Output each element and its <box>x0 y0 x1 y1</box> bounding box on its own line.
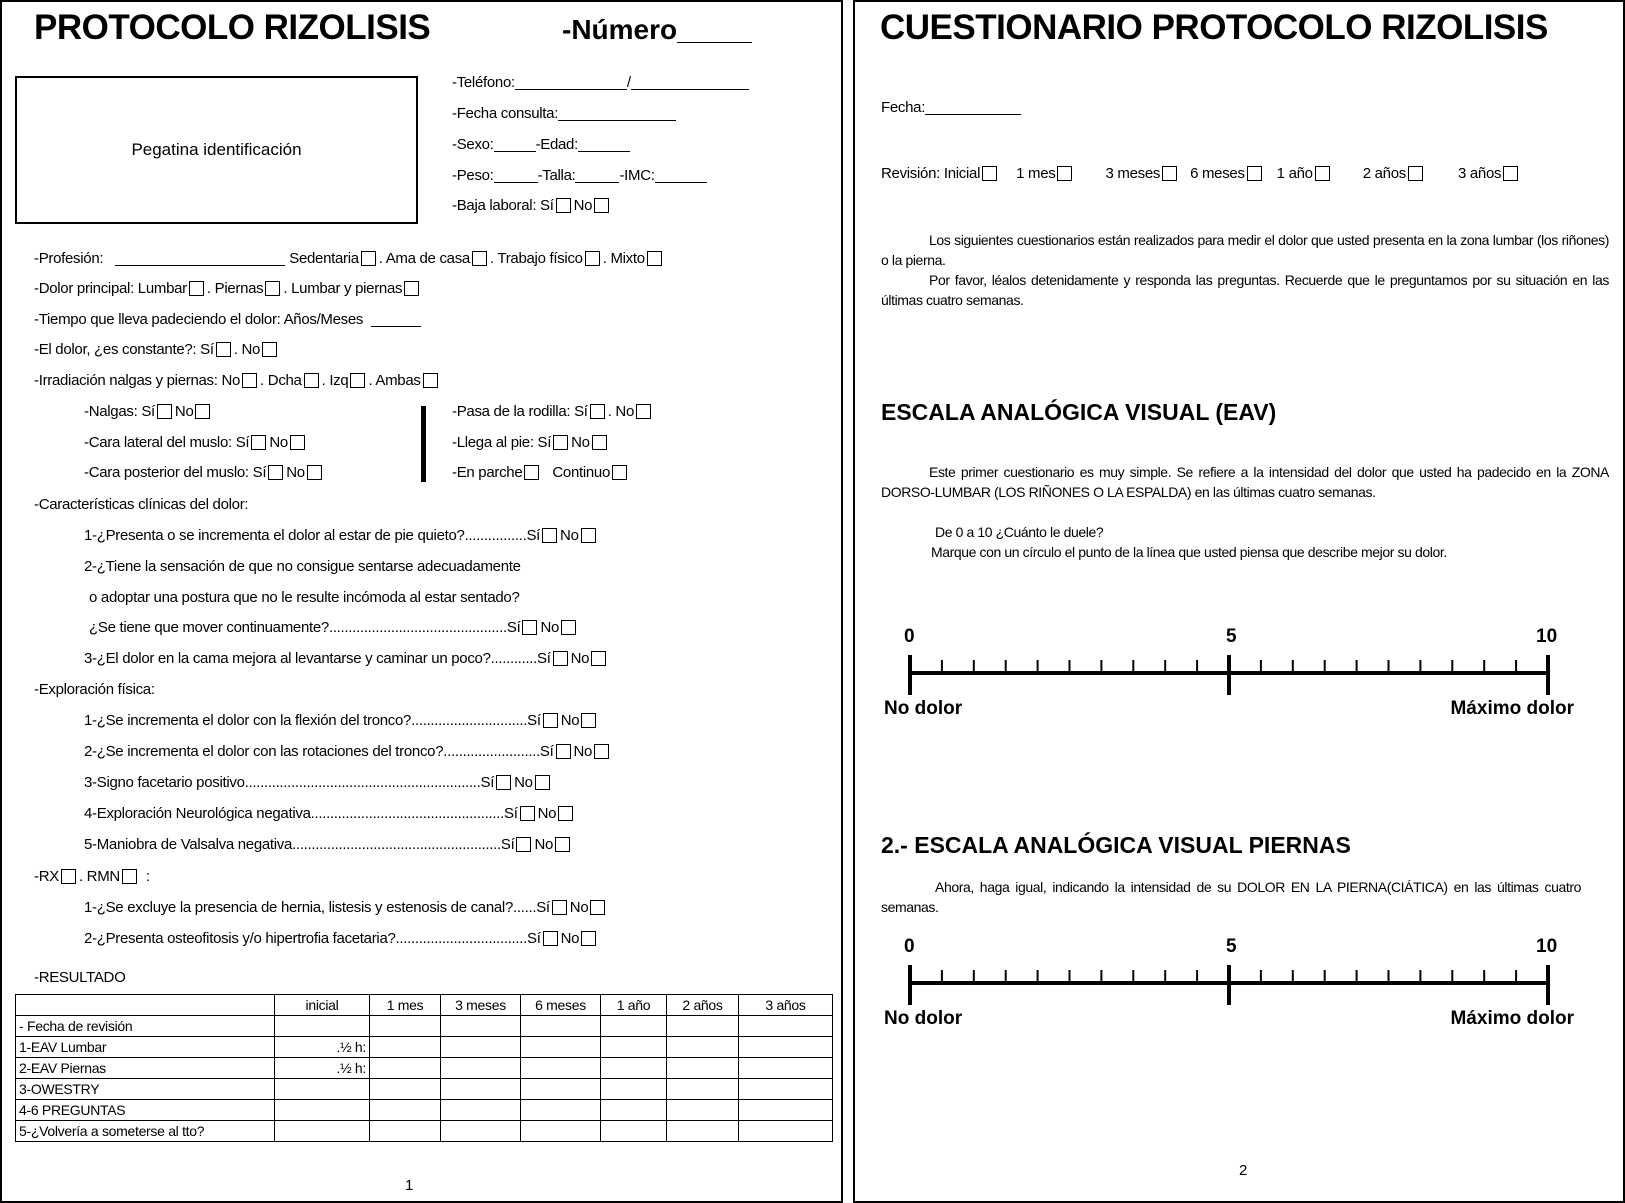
car-q2-row <box>89 619 579 636</box>
table-cell[interactable]: .½ h: <box>275 1037 370 1058</box>
piernas-label: . Piernas <box>206 280 264 297</box>
revision-3meses-label: 3 meses <box>1105 165 1161 182</box>
no-label: No <box>573 743 593 760</box>
scale-mid-label: 5 <box>1226 626 1237 647</box>
nalgas-no-checkbox[interactable] <box>195 404 210 419</box>
si-label: Sí <box>506 619 521 636</box>
talla-input[interactable] <box>575 169 619 183</box>
dolor-principal-row <box>34 280 422 297</box>
ama-label: . Ama de casa <box>378 250 470 267</box>
posterior-no-checkbox[interactable] <box>307 465 322 480</box>
dolor-principal-label: -Dolor principal: Lumbar <box>34 280 187 297</box>
table-cell[interactable] <box>667 1079 739 1100</box>
table-header-cell: 2 años <box>667 995 739 1016</box>
table-cell[interactable] <box>275 1016 370 1037</box>
scale-max-label: 10 <box>1536 936 1558 957</box>
table-header-cell: 3 años <box>739 995 833 1016</box>
table-cell[interactable] <box>667 1037 739 1058</box>
eav-question: De 0 a 10 ¿Cuánto le duele? <box>935 524 1104 540</box>
irradiacion-label: -Irradiación nalgas y piernas: No <box>34 372 241 389</box>
telefono-label: -Teléfono: <box>452 74 515 91</box>
rx-q1-row <box>84 899 608 916</box>
exp-q3-si-checkbox[interactable] <box>496 775 511 790</box>
rx-q2-text: 2-¿Presenta osteofitosis y/o hipertrofia facetaria?.................................. <box>84 930 528 947</box>
fecha-input[interactable] <box>925 101 1021 115</box>
table-cell[interactable] <box>370 1037 441 1058</box>
si-label: Sí <box>536 899 550 916</box>
table-cell[interactable] <box>521 1079 601 1100</box>
table-header-cell: 1 año <box>601 995 667 1016</box>
izq-label: . Izq <box>321 372 349 389</box>
table-cell[interactable] <box>667 1016 739 1037</box>
exp-q3-no-checkbox[interactable] <box>535 775 550 790</box>
table-cell[interactable] <box>370 1100 441 1121</box>
table-cell[interactable] <box>370 1058 441 1079</box>
scale-min-label: 0 <box>904 936 915 957</box>
table-cell[interactable] <box>739 1058 833 1079</box>
numero-input[interactable] <box>677 17 752 43</box>
fecha-label: Fecha: <box>881 99 926 116</box>
parche-label: -En parche <box>452 464 523 481</box>
car-q3-no-checkbox[interactable] <box>591 651 606 666</box>
table-header-row <box>16 995 833 1016</box>
numero-field <box>562 14 752 46</box>
izq-checkbox[interactable] <box>350 373 365 388</box>
lateral-muslo-label: -Cara lateral del muslo: Sí <box>84 434 250 451</box>
rodilla-row <box>452 403 654 420</box>
rx-q2-row <box>84 930 599 947</box>
imc-label: -IMC: <box>619 167 655 184</box>
revision-3anos-checkbox[interactable] <box>1503 166 1518 181</box>
posterior-no-label: No <box>286 464 305 481</box>
exp-q3-row <box>84 774 553 791</box>
table-row-label: 5-¿Volvería a someterse al tto? <box>16 1121 275 1142</box>
ambas-checkbox[interactable] <box>423 373 438 388</box>
si-label: Sí <box>480 774 495 791</box>
exp-q3-text: 3-Signo facetario positivo............................................................. <box>84 774 481 791</box>
car-q2-no-checkbox[interactable] <box>561 620 576 635</box>
caracteristicas-heading: -Características clínicas del dolor: <box>34 496 249 513</box>
parche-checkbox[interactable] <box>524 465 539 480</box>
car-q2-line1: 2-¿Tiene la sensación de que no consigue sentarse adecuadamente <box>84 558 521 575</box>
table-cell[interactable] <box>370 1121 441 1142</box>
table-header-cell <box>16 995 275 1016</box>
table-row <box>16 1100 833 1121</box>
table-cell[interactable] <box>521 1058 601 1079</box>
rodilla-label: -Pasa de la rodilla: Sí <box>452 403 588 420</box>
eav-title: ESCALA ANALÓGICA VISUAL (EAV) <box>881 399 1277 425</box>
lateral-no-label: No <box>269 434 288 451</box>
continuo-checkbox[interactable] <box>612 465 627 480</box>
edad-label: -Edad: <box>535 136 578 153</box>
revision-label: Revisión: Inicial <box>881 165 981 182</box>
eav2-paragraph: Ahora, haga igual, indicando la intensidad de su DOLOR EN LA PIERNA(CIÁTICA) en las últimas cuatro semanas. <box>881 879 1581 915</box>
revision-2anos-label: 2 años <box>1362 165 1406 182</box>
no-label: No <box>534 836 554 853</box>
scale-min-label: 0 <box>904 626 915 647</box>
nalgas-si-checkbox[interactable] <box>157 404 172 419</box>
revision-3meses-checkbox[interactable] <box>1162 166 1177 181</box>
fecha-consulta-label: -Fecha consulta: <box>452 105 559 122</box>
table-header-cell: 3 meses <box>441 995 521 1016</box>
car-q2-line2: o adoptar una postura que no le resulte incómoda al estar sentado? <box>89 589 520 606</box>
table-row <box>16 1121 833 1142</box>
rmn-checkbox[interactable] <box>122 869 137 884</box>
table-cell[interactable] <box>739 1016 833 1037</box>
exp-q2-si-checkbox[interactable] <box>556 744 571 759</box>
table-cell[interactable] <box>739 1037 833 1058</box>
rx-colon: : <box>145 868 150 885</box>
table-cell[interactable] <box>521 1037 601 1058</box>
constante-row <box>34 341 280 358</box>
table-cell[interactable] <box>370 1016 441 1037</box>
table-row <box>16 1016 833 1037</box>
no-label: No <box>569 899 589 916</box>
table-cell[interactable] <box>601 1016 667 1037</box>
dcha-label: . Dcha <box>260 372 302 389</box>
eav-instruction: Marque con un círculo el punto de la línea que usted piensa que describe mejor su dolor. <box>931 544 1447 560</box>
sticker-label: Pegatina identificación <box>131 140 302 159</box>
ama-checkbox[interactable] <box>472 251 487 266</box>
exp-q1-row <box>84 712 599 729</box>
table-cell[interactable] <box>441 1079 521 1100</box>
table-cell[interactable] <box>601 1037 667 1058</box>
table-cell[interactable] <box>739 1100 833 1121</box>
baja-no-checkbox[interactable] <box>594 198 609 213</box>
form-page-2 <box>853 0 1625 1203</box>
mixto-label: . Mixto <box>602 250 645 267</box>
table-row-label: 4-6 PREGUNTAS <box>16 1100 275 1121</box>
edad-input[interactable] <box>578 138 630 152</box>
table-cell[interactable] <box>601 1058 667 1079</box>
pie-si-checkbox[interactable] <box>553 435 568 450</box>
lumbar-piernas-label: . Lumbar y piernas <box>283 280 403 297</box>
telefono-slash: / <box>626 74 631 91</box>
rx-q1-text: 1-¿Se excluye la presencia de hernia, listesis y estenosis de canal?...... <box>84 899 537 916</box>
table-cell[interactable] <box>275 1121 370 1142</box>
piernas-checkbox[interactable] <box>265 281 280 296</box>
car-q3-text: 3-¿El dolor en la cama mejora al levantarse y caminar un poco?............ <box>84 650 538 667</box>
nalgas-row <box>84 403 213 420</box>
constante-si-checkbox[interactable] <box>216 342 231 357</box>
sedentaria-label: Sedentaria <box>289 250 359 267</box>
constante-no-checkbox[interactable] <box>262 342 277 357</box>
si-label: Sí <box>500 836 515 853</box>
exp-q2-row <box>84 743 612 760</box>
column-divider <box>421 406 426 482</box>
fecha-consulta-field <box>452 105 676 122</box>
car-q1-text: 1-¿Presenta o se incrementa el dolor al estar de pie quieto?................ <box>84 527 527 544</box>
revision-1mes-label: 1 mes <box>1016 165 1056 182</box>
lateral-si-checkbox[interactable] <box>251 435 266 450</box>
table-cell[interactable] <box>601 1100 667 1121</box>
resultado-heading: -RESULTADO <box>34 969 126 986</box>
ambas-label: . Ambas <box>368 372 421 389</box>
eav2-title: 2.- ESCALA ANALÓGICA VISUAL PIERNAS <box>881 832 1351 858</box>
intro-paragraph-1: Los siguientes cuestionarios están realizados para medir el dolor que usted presenta en la zona lumbar (los riñones) o la pierna. <box>881 232 1609 268</box>
exp-q5-text: 5-Maniobra de Valsalva negativa...................................................... <box>84 836 501 853</box>
table-cell[interactable] <box>441 1016 521 1037</box>
pie-row <box>452 434 610 451</box>
exp-q1-si-checkbox[interactable] <box>543 713 558 728</box>
table-cell[interactable] <box>521 1121 601 1142</box>
revision-2anos-checkbox[interactable] <box>1408 166 1423 181</box>
scale-mid-label: 5 <box>1226 936 1237 957</box>
table-cell[interactable] <box>275 1100 370 1121</box>
scale-left-label: No dolor <box>884 698 963 719</box>
trabajo-checkbox[interactable] <box>585 251 600 266</box>
revision-6meses-label: 6 meses <box>1190 165 1245 182</box>
rx-q2-si-checkbox[interactable] <box>543 931 558 946</box>
table-cell[interactable] <box>667 1121 739 1142</box>
result-table <box>15 994 833 1142</box>
no-label: No <box>560 712 580 729</box>
no-label: No <box>514 774 533 791</box>
no-label: No <box>540 619 560 636</box>
car-q3-si-checkbox[interactable] <box>553 651 568 666</box>
parche-row <box>452 464 630 481</box>
constante-label: -El dolor, ¿es constante?: Sí <box>34 341 214 358</box>
baja-no-label: No <box>573 197 593 214</box>
revision-3anos-label: 3 años <box>1457 165 1502 182</box>
rx-q1-si-checkbox[interactable] <box>552 900 567 915</box>
continuo-label: Continuo <box>552 464 611 481</box>
pie-no-checkbox[interactable] <box>592 435 607 450</box>
constante-no-label: . No <box>233 341 261 358</box>
irradiacion-row <box>34 372 441 389</box>
table-cell[interactable] <box>739 1079 833 1100</box>
table-cell[interactable] <box>667 1058 739 1079</box>
intro-paragraph-2: Por favor, léalos detenidamente y responda las preguntas. Recuerde que le preguntamos por su situación en las últimas cuatro semanas. <box>881 272 1609 308</box>
table-cell[interactable] <box>601 1079 667 1100</box>
lateral-muslo-row <box>84 434 308 451</box>
si-label: Sí <box>539 743 554 760</box>
table-cell[interactable] <box>441 1100 521 1121</box>
rx-checkbox[interactable] <box>61 869 76 884</box>
exp-q4-si-checkbox[interactable] <box>520 806 535 821</box>
table-cell[interactable]: .½ h: <box>275 1058 370 1079</box>
scale-line[interactable] <box>884 958 1574 1008</box>
no-label: No <box>560 527 579 544</box>
pie-no-label: No <box>571 434 590 451</box>
profesion-label: -Profesión: <box>34 250 104 267</box>
table-cell[interactable] <box>521 1016 601 1037</box>
rx-rmn-row <box>34 868 150 885</box>
eav-paragraph: Este primer cuestionario es muy simple. Se refiere a la intensidad del dolor que usted ha padecido en la ZONA DORSO-LUMBAR (LOS RIÑONES O LA ESPALDA) en las últimas cuatro semanas. <box>881 464 1609 500</box>
exp-q4-text: 4-Exploración Neurológica negativa.................................................. <box>84 805 504 822</box>
baja-laboral-field <box>452 197 612 214</box>
rodilla-si-checkbox[interactable] <box>590 404 605 419</box>
table-row-label: 2-EAV Piernas <box>16 1058 275 1079</box>
revision-row <box>881 165 1521 182</box>
exp-q4-no-checkbox[interactable] <box>558 806 573 821</box>
lateral-no-checkbox[interactable] <box>290 435 305 450</box>
imc-input[interactable] <box>655 169 707 183</box>
car-q1-si-checkbox[interactable] <box>542 528 557 543</box>
sexo-input[interactable] <box>494 138 536 152</box>
no-label: No <box>570 650 590 667</box>
exp-q5-no-checkbox[interactable] <box>555 837 570 852</box>
peso-label: -Peso: <box>452 167 494 184</box>
peso-input[interactable] <box>494 169 538 183</box>
si-label: Sí <box>537 650 551 667</box>
table-row-label: 1-EAV Lumbar <box>16 1037 275 1058</box>
pie-label: -Llega al pie: Sí <box>452 434 552 451</box>
page-number-2: 2 <box>1239 1162 1248 1179</box>
car-q1-no-checkbox[interactable] <box>581 528 596 543</box>
car-q1-row <box>84 527 599 544</box>
table-cell[interactable] <box>739 1121 833 1142</box>
table-cell[interactable] <box>441 1058 521 1079</box>
posterior-muslo-row <box>84 464 325 481</box>
sedentaria-checkbox[interactable] <box>361 251 376 266</box>
telefono-field <box>452 74 749 91</box>
page2-title: CUESTIONARIO PROTOCOLO RIZOLISIS <box>880 8 1548 47</box>
rodilla-no-label: . No <box>607 403 634 420</box>
dcha-checkbox[interactable] <box>304 373 319 388</box>
exp-q2-no-checkbox[interactable] <box>594 744 609 759</box>
exp-q2-text: 2-¿Se incrementa el dolor con las rotaciones del tronco?......................... <box>84 743 540 760</box>
exp-q1-text: 1-¿Se incrementa el dolor con la flexión del tronco?.............................. <box>84 712 528 729</box>
trabajo-label: . Trabajo físico <box>489 250 583 267</box>
rx-q1-no-checkbox[interactable] <box>590 900 605 915</box>
scale-right-label: Máximo dolor <box>1450 1008 1574 1029</box>
profesion-input[interactable] <box>115 252 285 266</box>
scale-line[interactable] <box>884 648 1574 698</box>
revision-1ano-label: 1 año <box>1276 165 1313 182</box>
sexo-label: -Sexo: <box>452 136 494 153</box>
posterior-muslo-label: -Cara posterior del muslo: Sí <box>84 464 267 481</box>
exp-q5-si-checkbox[interactable] <box>516 837 531 852</box>
baja-si-checkbox[interactable] <box>556 198 571 213</box>
table-cell[interactable] <box>601 1121 667 1142</box>
car-q3-row <box>84 650 609 667</box>
tiempo-row <box>34 311 421 328</box>
mixto-checkbox[interactable] <box>647 251 662 266</box>
rmn-label: . RMN <box>78 868 120 885</box>
telefono-input-2[interactable] <box>631 76 749 90</box>
lumbar-piernas-checkbox[interactable] <box>404 281 419 296</box>
scale-left-label: No dolor <box>884 1008 963 1029</box>
page-number-1: 1 <box>405 1177 414 1194</box>
table-cell[interactable] <box>441 1037 521 1058</box>
baja-label: -Baja laboral: Sí <box>452 197 554 214</box>
fecha-field <box>881 99 1021 116</box>
car-q2-si-checkbox[interactable] <box>522 620 537 635</box>
nalgas-label: -Nalgas: Sí <box>84 403 155 420</box>
table-header-cell: 1 mes <box>370 995 441 1016</box>
numero-label: -Número <box>562 14 678 45</box>
table-cell[interactable] <box>441 1121 521 1142</box>
table-row <box>16 1058 833 1079</box>
scale-max-label: 10 <box>1536 626 1558 647</box>
nalgas-no-label: No <box>174 403 194 420</box>
talla-label: -Talla: <box>537 167 576 184</box>
irradiacion-no-checkbox[interactable] <box>242 373 257 388</box>
revision-1ano-checkbox[interactable] <box>1315 166 1330 181</box>
no-label: No <box>537 805 557 822</box>
fecha-consulta-input[interactable] <box>558 107 676 121</box>
table-row-label: - Fecha de revisión <box>16 1016 275 1037</box>
eav-piernas-scale[interactable] <box>884 936 1574 1046</box>
table-row <box>16 1079 833 1100</box>
eav-lumbar-scale[interactable] <box>884 626 1574 736</box>
rodilla-no-checkbox[interactable] <box>636 404 651 419</box>
table-cell[interactable] <box>275 1079 370 1100</box>
si-label: Sí <box>527 712 541 729</box>
revision-6meses-checkbox[interactable] <box>1247 166 1262 181</box>
exp-q4-row <box>84 805 576 822</box>
tiempo-input[interactable] <box>371 313 421 327</box>
si-label: Sí <box>526 527 541 544</box>
page1-title: PROTOCOLO RIZOLISIS <box>34 8 431 47</box>
tiempo-label: -Tiempo que lleva padeciendo el dolor: Años/Meses <box>34 311 364 328</box>
exploracion-heading: -Exploración física: <box>34 681 155 698</box>
rx-label: -RX <box>34 868 59 885</box>
telefono-input-1[interactable] <box>515 76 627 90</box>
table-cell[interactable] <box>370 1079 441 1100</box>
si-label: Sí <box>503 805 518 822</box>
table-row-label: 3-OWESTRY <box>16 1079 275 1100</box>
profesion-row <box>34 250 665 267</box>
table-row <box>16 1037 833 1058</box>
peso-talla-imc-field <box>452 167 707 184</box>
table-cell[interactable] <box>521 1100 601 1121</box>
si-label: Sí <box>527 930 541 947</box>
no-label: No <box>560 930 580 947</box>
table-header-cell: inicial <box>275 995 370 1016</box>
sexo-edad-field <box>452 136 630 153</box>
scale-right-label: Máximo dolor <box>1450 698 1574 719</box>
table-cell[interactable] <box>667 1100 739 1121</box>
rx-q2-no-checkbox[interactable] <box>581 931 596 946</box>
posterior-si-checkbox[interactable] <box>268 465 283 480</box>
revision-inicial-checkbox[interactable] <box>982 166 997 181</box>
revision-1mes-checkbox[interactable] <box>1057 166 1072 181</box>
sticker-box <box>15 76 418 224</box>
lumbar-checkbox[interactable] <box>189 281 204 296</box>
car-q2-text: ¿Se tiene que mover continuamente?.............................................. <box>89 619 507 636</box>
exp-q1-no-checkbox[interactable] <box>581 713 596 728</box>
table-header-cell: 6 meses <box>521 995 601 1016</box>
exp-q5-row <box>84 836 573 853</box>
